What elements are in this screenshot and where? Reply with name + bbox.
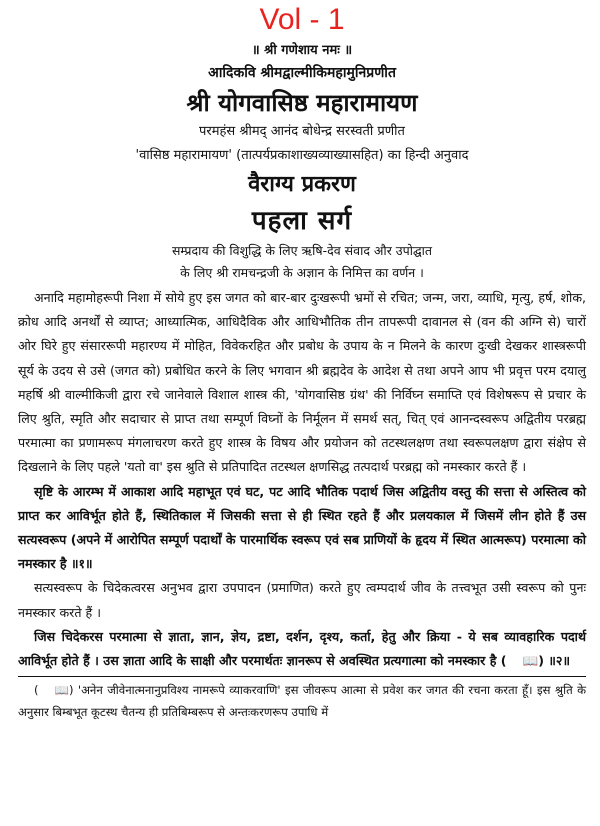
chapter-title: पहला सर्ग xyxy=(251,206,353,236)
section-title: वैराग्य प्रकरण xyxy=(248,172,356,197)
summary-line-2: के लिए श्री रामचन्द्रजी के अज्ञान के निमित्त का वर्णन । xyxy=(180,265,424,280)
paragraph-2: सृष्टि के आरम्भ में आकाश आदि महाभूत एवं घट, पट आदि भौतिक पदार्थ जिस अद्वितीय वस्तु की सत्ता से अस्तित्व को प्राप्त कर आविर्भूत होते हैं, स्थितिकाल में जिसकी सत्ता से ही स्थित रहते हैं और प्रलयकाल में जिसमें लीन होते हैं उस सत्यस्वरूप (अपने में आरोपित सम्पूर्ण पदार्थों के पारमार्थिक स्वरूप एवं सब प्राणियों के हृदय में स्थित आत्मरूप) परमात्मा को नमस्कार है ॥१॥ xyxy=(18,483,586,572)
paragraph-4-tail: ) ॥२॥ xyxy=(538,653,571,669)
footnote-text: ) 'अनेन जीवेनात्मनानुप्रविश्य नामरूपे व्याकरवाणि' इस जीवरूप आत्मा से प्रवेश कर जगत की रचना करता हूँ। इस श्रुति के अनुसार बिम्बभूत कूटस्थ चैतन्य ही प्रतिबिम्बरूप से अन्तःकरणरूप उपाधि में xyxy=(18,683,586,720)
paragraph-1: अनादि महामोहरूपी निशा में सोये हुए इस जगत को बार-बार दुःखरूपी भ्रमों से रचित; जन्म, जरा, व्याधि, मृत्यु, हर्ष, शोक, क्रोध आदि अनर्थों से व्याप्त; आध्यात्मिक, आधिदैविक और आधिभौतिक तीन तापरूपी दावानल से (वन की अग्नि से) चारों ओर घिरे हुए संसाररूपी महारण्य में मोहित, विवेकरहित और प्रबोध के उपाय के न मिलने के कारण दुःखी देखकर शास्त्ररूपी सूर्य के उदय से उसे (जगत को) प्रबोधित करने के लिए भगवान श्री ब्रह्मदेव के आदेश से तथा अपने आप भी प्रवृत्त परम दयालु महर्षि श्री वाल्मीकिजी द्वारा रचे जानेवाले विशाल शास्त्र की, 'योगवासिष्ठ ग्रंथ' की निर्विघ्न समाप्ति एवं विशेषरूप से प्रचार के लिए श्रुति, स्मृति और सदाचार से प्राप्त तथा सम्पूर्ण विघ्नों के निर्मूलन में समर्थ सत्, चित् एवं आनन्दस्वरूप अद्वितीय परब्रह्म परमात्मा का प्रणामरूप मंगलाचरण करते हुए शास्त्र के विषय और प्रयोजन को तटस्थलक्षण तथा स्वरूपलक्षण द्वारा संक्षेप से दिखलाने के लिए पहले 'यतो वा' इस श्रुति से प्रतिपादित तटस्थल क्षणसिद्ध तत्पदार्थ परब्रह्म को नमस्कार करते हैं । xyxy=(18,290,586,475)
footnote xyxy=(18,679,586,723)
book-icon: 📖 xyxy=(54,683,69,698)
book-icon: 📖 xyxy=(522,653,539,669)
paragraph-4-text: जिस चिदेकरस परमात्मा से ज्ञाता, ज्ञान, ज्ञेय, द्रष्टा, दर्शन, दृश्य, कर्ता, हेतु और क्रिया - ये सब व्यावहारिक पदार्थ आविर्भूत होते हैं । उस ज्ञाता आदि के साक्षी और परमार्थतः ज्ञानरूप से अवस्थित प्रत्यगात्मा को नमस्कार है ( xyxy=(18,628,586,669)
footnote-lead: ( xyxy=(34,683,39,698)
chapter-summary xyxy=(18,240,586,284)
summary-line-1: सम्प्रदाय की विशुद्धि के लिए ऋषि-देव संवाद और उपोद्घात xyxy=(171,243,433,258)
attribution-line: आदिकवि श्रीमद्वाल्मीकिमहामुनिप्रणीत xyxy=(208,65,396,81)
paragraph-3: सत्यस्वरूप के चिदेकत्वरस अनुभव द्वारा उपपादन (प्रमाणित) करते हुए त्वम्पदार्थ जीव के तत्त्वभूत उसी स्वरूप को पुनः नमस्कार करते हैं । xyxy=(18,580,586,620)
book-title: श्री योगवासिष्ठ महारामायण xyxy=(186,89,418,117)
commentary-line: 'वासिष्ठ महारामायण' (तात्पर्यप्रकाशाख्यव्याख्यासहित) का हिन्दी अनुवाद xyxy=(135,148,469,163)
author-line: परमहंस श्रीमद् आनंद बोधेन्द्र सरस्वती प्रणीत xyxy=(199,124,405,139)
paragraph-4 xyxy=(18,625,586,673)
footnote-divider xyxy=(18,676,586,677)
volume-label: Vol - 1 xyxy=(259,3,345,36)
body-text xyxy=(18,286,586,673)
invocation: ॥ श्री गणेशाय नमः ॥ xyxy=(251,43,353,58)
